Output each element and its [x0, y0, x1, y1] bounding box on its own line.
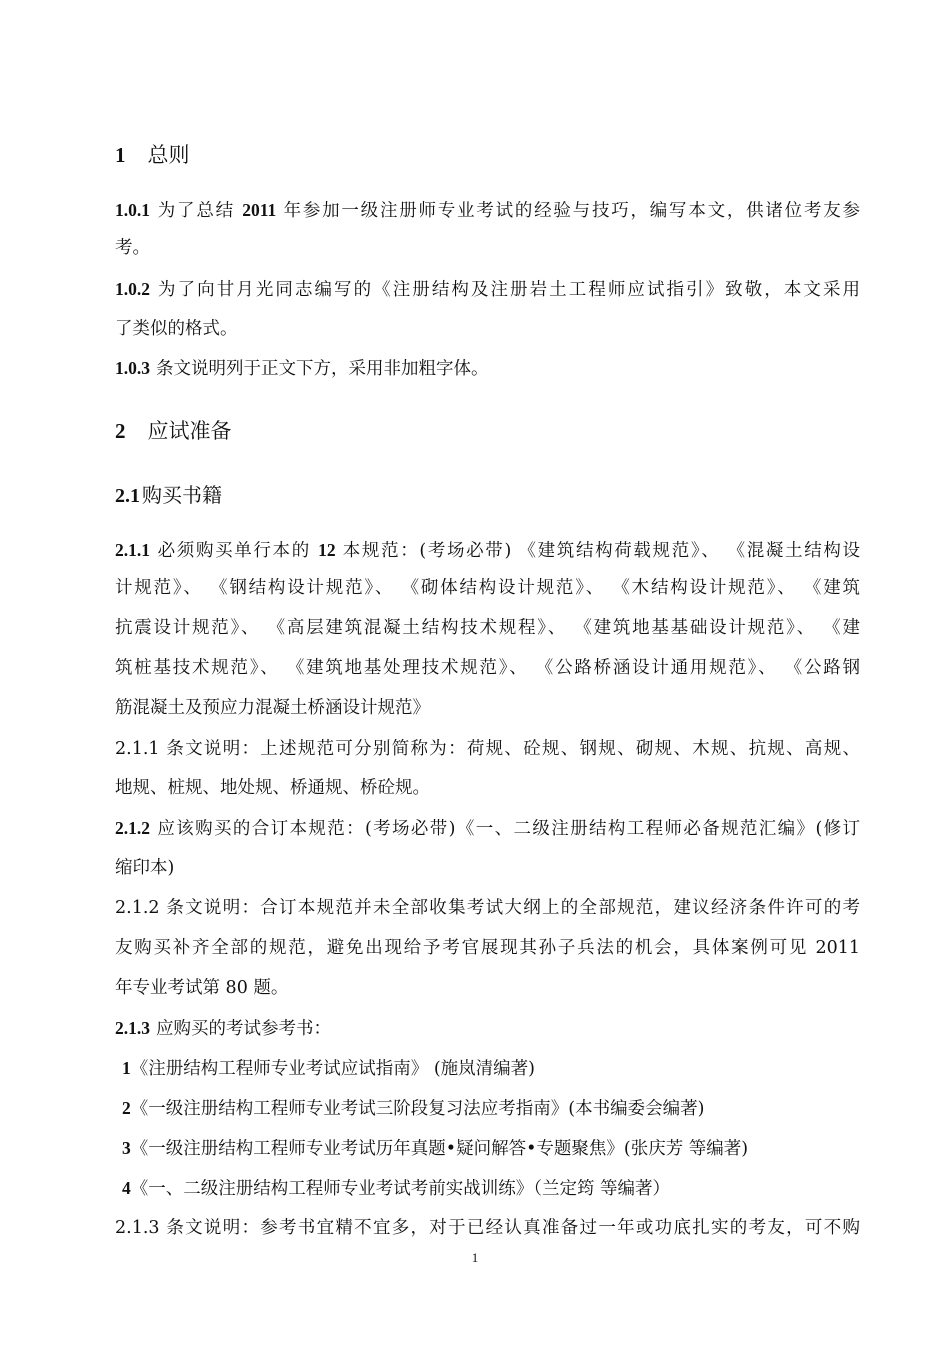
section-heading-1: 1 总则: [115, 143, 190, 167]
clause-1-0-1-line1: 1.0.1 为了总结 2011 年参加一级注册师专业考试的经验与技巧，编写本文，供诸位考友参: [115, 200, 861, 221]
clause-1-0-3: 1.0.3 条文说明列于正文下方，采用非加粗字体。: [115, 358, 489, 379]
section-heading-2-1: 2.1 购买书籍: [115, 483, 222, 507]
clause-1-0-1-line2: 考。: [115, 238, 150, 258]
note-2-1-2-line1: 2.1.2 条文说明：合订本规范并未全部收集考试大纲上的全部规范，建议经济条件许可的考: [115, 898, 860, 918]
note-2-1-1-line2: 地规、桩规、地处规、桥通规、桥砼规。: [115, 778, 430, 798]
clause-2-1-3: 2.1.3 应购买的考试参考书：: [115, 1018, 331, 1039]
clause-2-1-1-line4: 筑桩基技术规范》、 《建筑地基处理技术规范》、 《公路桥涵设计通用规范》、 《公路钢: [115, 658, 860, 678]
clause-2-1-2-line1: 2.1.2 应该购买的合订本规范：(考场必带)《一、二级注册结构工程师必备规范汇编》(修订: [115, 818, 861, 839]
note-2-1-1-line1: 2.1.1 条文说明：上述规范可分别简称为：荷规、砼规、钢规、砌规、木规、抗规、高规、: [115, 739, 860, 759]
clause-2-1-1-line5: 筋混凝土及预应力混凝土桥涵设计规范》: [115, 698, 430, 718]
clause-1-0-2-line1: 1.0.2 为了向甘月光同志编写的《注册结构及注册岩土工程师应试指引》致敬，本文采用: [115, 279, 860, 300]
book-item: 4《一、二级注册结构工程师专业考试考前实战训练》（兰定筠 等编著）: [122, 1178, 671, 1199]
clause-2-1-1-line3: 抗震设计规范》、 《高层建筑混凝土结构技术规程》、 《建筑地基基础设计规范》、 《建: [115, 618, 860, 638]
clause-2-1-1-line1: 2.1.1 必须购买单行本的 12 本规范：(考场必带) 《建筑结构荷载规范》、 《混凝土结构设: [115, 540, 861, 561]
book-item: 1《注册结构工程师专业考试应试指南》 (施岚清编著): [122, 1058, 535, 1079]
note-2-1-3-line1: 2.1.3 条文说明：参考书宜精不宜多，对于已经认真准备过一年或功底扎实的考友，可不购: [115, 1218, 860, 1238]
clause-2-1-1-line2: 计规范》、 《钢结构设计规范》、 《砌体结构设计规范》、 《木结构设计规范》、 《建筑: [115, 578, 860, 598]
note-2-1-2-line3: 年专业考试第 80 题。: [115, 978, 289, 998]
section-heading-2: 2 应试准备: [115, 419, 232, 443]
book-item: 3《一级注册结构工程师专业考试历年真题•疑问解答•专题聚焦》(张庆芳 等编著): [122, 1138, 749, 1159]
clause-2-1-2-line2: 缩印本): [115, 858, 175, 878]
clause-1-0-2-line2: 了类似的格式。: [115, 319, 238, 339]
note-2-1-2-line2: 友购买补齐全部的规范，避免出现给予考官展现其孙子兵法的机会，具体案例可见 2011: [115, 938, 860, 958]
book-item: 2《一级注册结构工程师专业考试三阶段复习法应考指南》(本书编委会编著): [122, 1098, 705, 1119]
page-number: 1: [471, 1250, 479, 1265]
